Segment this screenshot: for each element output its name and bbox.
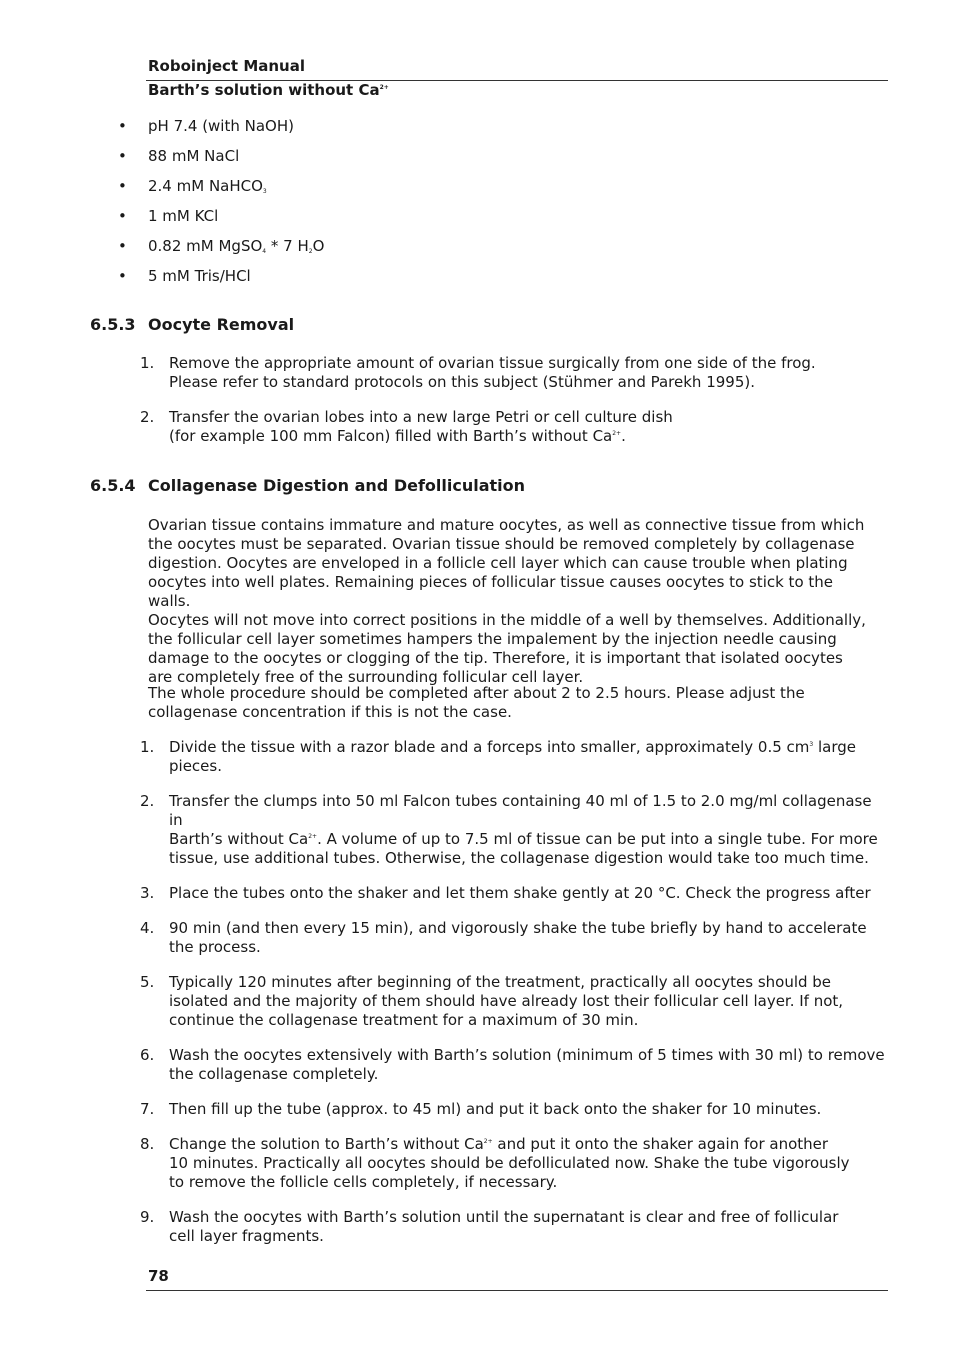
step-text: Please refer to standard protocols on this subject (Stühmer and Parekh 1995). bbox=[169, 373, 755, 391]
list-item bbox=[118, 116, 818, 146]
step-text-part: . A volume of up to 7.5 ml of tissue can be put into a single tube. For more bbox=[317, 830, 878, 848]
manual-title: Roboinject Manual bbox=[148, 57, 305, 75]
step-text bbox=[169, 1135, 888, 1154]
step-text: the process. bbox=[169, 938, 261, 956]
step-number: 1. bbox=[140, 354, 155, 372]
subscript: 3 bbox=[262, 188, 267, 195]
section-heading-text: Oocyte Removal bbox=[148, 315, 295, 334]
list-item-text: * 7 H bbox=[266, 237, 309, 255]
list-item bbox=[140, 919, 888, 957]
step-text: pieces. bbox=[169, 757, 222, 775]
list-item bbox=[140, 1100, 888, 1119]
bullet-icon: • bbox=[118, 117, 127, 135]
step-text: to remove the follicle cells completely, if necessary. bbox=[169, 1173, 558, 1191]
superscript: 2+ bbox=[483, 1138, 493, 1145]
list-item-text: pH 7.4 (with NaOH) bbox=[148, 117, 294, 135]
bullet-icon: • bbox=[118, 177, 127, 195]
section-title-superscript: 2+ bbox=[379, 84, 389, 91]
step-text: Transfer the clumps into 50 ml Falcon tubes containing 40 ml of 1.5 to 2.0 mg/ml collagenase in bbox=[169, 792, 872, 829]
list-item bbox=[140, 973, 888, 1030]
bullet-icon: • bbox=[118, 237, 127, 255]
list-item bbox=[140, 1135, 888, 1192]
oocyte-removal-steps bbox=[140, 354, 888, 446]
step-text: 90 min (and then every 15 min), and vigorously shake the tube briefly by hand to accelerate bbox=[169, 919, 867, 937]
step-text: Wash the oocytes extensively with Barth’s solution (minimum of 5 times with 30 ml) to remove bbox=[169, 1046, 885, 1064]
step-text-part: Barth’s without Ca bbox=[169, 830, 309, 848]
text-line: oocytes into well plates. Remaining pieces of follicular tissue causes oocytes to stick to the walls. bbox=[148, 573, 834, 610]
step-number: 6. bbox=[140, 1046, 155, 1064]
list-item bbox=[118, 176, 818, 206]
procedure-timing-paragraph bbox=[148, 684, 878, 722]
list-item-text: 5 mM Tris/HCl bbox=[148, 267, 251, 285]
list-item bbox=[140, 1208, 888, 1246]
step-text bbox=[169, 830, 888, 849]
footer-rule bbox=[146, 1290, 888, 1291]
text-line: collagenase concentration if this is not the case. bbox=[148, 703, 512, 721]
text-line: damage to the oocytes or clogging of the tip. Therefore, it is important that isolated oocytes bbox=[148, 649, 843, 667]
section-title-text: Barth’s solution without Ca bbox=[148, 81, 380, 99]
step-number: 2. bbox=[140, 408, 155, 426]
page-number: 78 bbox=[148, 1267, 169, 1285]
list-item bbox=[140, 884, 888, 903]
list-item-text: 2.4 mM NaHCO bbox=[148, 177, 263, 195]
list-item bbox=[118, 146, 818, 176]
step-text: continue the collagenase treatment for a maximum of 30 min. bbox=[169, 1011, 639, 1029]
heading-oocyte-removal bbox=[90, 315, 294, 334]
step-text: 10 minutes. Practically all oocytes should be defolliculated now. Shake the tube vigorously bbox=[169, 1154, 850, 1172]
list-item-text: 0.82 mM MgSO bbox=[148, 237, 263, 255]
bullet-icon: • bbox=[118, 147, 127, 165]
step-text: the collagenase completely. bbox=[169, 1065, 379, 1083]
step-number: 5. bbox=[140, 973, 155, 991]
step-text: cell layer fragments. bbox=[169, 1227, 324, 1245]
text-line: the follicular cell layer sometimes hampers the impalement by the injection needle causing bbox=[148, 630, 837, 648]
step-text-part: Change the solution to Barth’s without Ca bbox=[169, 1135, 484, 1153]
list-item bbox=[140, 792, 888, 868]
section-title bbox=[148, 81, 389, 99]
step-number: 8. bbox=[140, 1135, 155, 1153]
text-line: digestion. Oocytes are enveloped in a follicle cell layer which can cause trouble when plating bbox=[148, 554, 848, 572]
step-text: isolated and the majority of them should have already lost their follicular cell layer. If not, bbox=[169, 992, 844, 1010]
list-item bbox=[140, 354, 888, 392]
list-item bbox=[140, 1046, 888, 1084]
text-line: the oocytes must be separated. Ovarian tissue should be removed completely by collagenase bbox=[148, 535, 855, 553]
step-text: Remove the appropriate amount of ovarian tissue surgically from one side of the frog. bbox=[169, 354, 816, 372]
collagenase-steps bbox=[140, 738, 888, 1246]
step-text-part: . bbox=[621, 427, 626, 445]
text-line: The whole procedure should be completed after about 2 to 2.5 hours. Please adjust the bbox=[148, 684, 805, 702]
superscript: 2+ bbox=[612, 430, 622, 437]
list-item-text: 1 mM KCl bbox=[148, 207, 219, 225]
step-text: Wash the oocytes with Barth’s solution until the supernatant is clear and free of follicular bbox=[169, 1208, 839, 1226]
step-text: Then fill up the tube (approx. to 45 ml) and put it back onto the shaker for 10 minutes. bbox=[169, 1100, 822, 1118]
section-number: 6.5.3 bbox=[90, 315, 136, 334]
step-text: Transfer the ovarian lobes into a new large Petri or cell culture dish bbox=[169, 408, 673, 426]
subscript: 2 bbox=[308, 248, 313, 255]
solution-ingredients-list bbox=[118, 116, 818, 296]
step-text-part: (for example 100 mm Falcon) filled with Barth’s without Ca bbox=[169, 427, 613, 445]
text-line: are completely free of the surrounding follicular cell layer. bbox=[148, 668, 584, 686]
step-text-part: and put it onto the shaker again for another bbox=[492, 1135, 829, 1153]
list-item bbox=[118, 206, 818, 236]
step-text: Place the tubes onto the shaker and let them shake gently at 20 °C. Check the progress after bbox=[169, 884, 871, 902]
step-number: 1. bbox=[140, 738, 155, 756]
step-number: 9. bbox=[140, 1208, 155, 1226]
superscript: 2+ bbox=[308, 833, 318, 840]
bullet-icon: • bbox=[118, 267, 127, 285]
bullet-icon: • bbox=[118, 207, 127, 225]
text-line: Oocytes will not move into correct positions in the middle of a well by themselves. Additionally, bbox=[148, 611, 866, 629]
list-item-text: O bbox=[312, 237, 325, 255]
list-item bbox=[118, 266, 818, 296]
list-item-text: 88 mM NaCl bbox=[148, 147, 240, 165]
step-text bbox=[169, 427, 888, 446]
subscript: 4 bbox=[262, 248, 267, 255]
step-text-part: Divide the tissue with a razor blade and a forceps into smaller, approximately 0.5 cm bbox=[169, 738, 810, 756]
list-item bbox=[140, 408, 888, 446]
step-text bbox=[169, 738, 888, 757]
list-item bbox=[140, 738, 888, 776]
list-item bbox=[118, 236, 818, 266]
section-heading-text: Collagenase Digestion and Defolliculation bbox=[148, 476, 526, 495]
step-number: 4. bbox=[140, 919, 155, 937]
step-number: 3. bbox=[140, 884, 155, 902]
step-number: 7. bbox=[140, 1100, 155, 1118]
step-number: 2. bbox=[140, 792, 155, 810]
section-number: 6.5.4 bbox=[90, 476, 136, 495]
step-text: Typically 120 minutes after beginning of the treatment, practically all oocytes should be bbox=[169, 973, 832, 991]
step-text-part: large bbox=[813, 738, 857, 756]
text-line: Ovarian tissue contains immature and mature oocytes, as well as connective tissue from which bbox=[148, 516, 865, 534]
intro-paragraph bbox=[148, 516, 878, 687]
heading-collagenase-digestion bbox=[90, 476, 525, 495]
step-text: tissue, use additional tubes. Otherwise, the collagenase digestion would take too much time. bbox=[169, 849, 869, 867]
superscript: 3 bbox=[809, 741, 814, 748]
